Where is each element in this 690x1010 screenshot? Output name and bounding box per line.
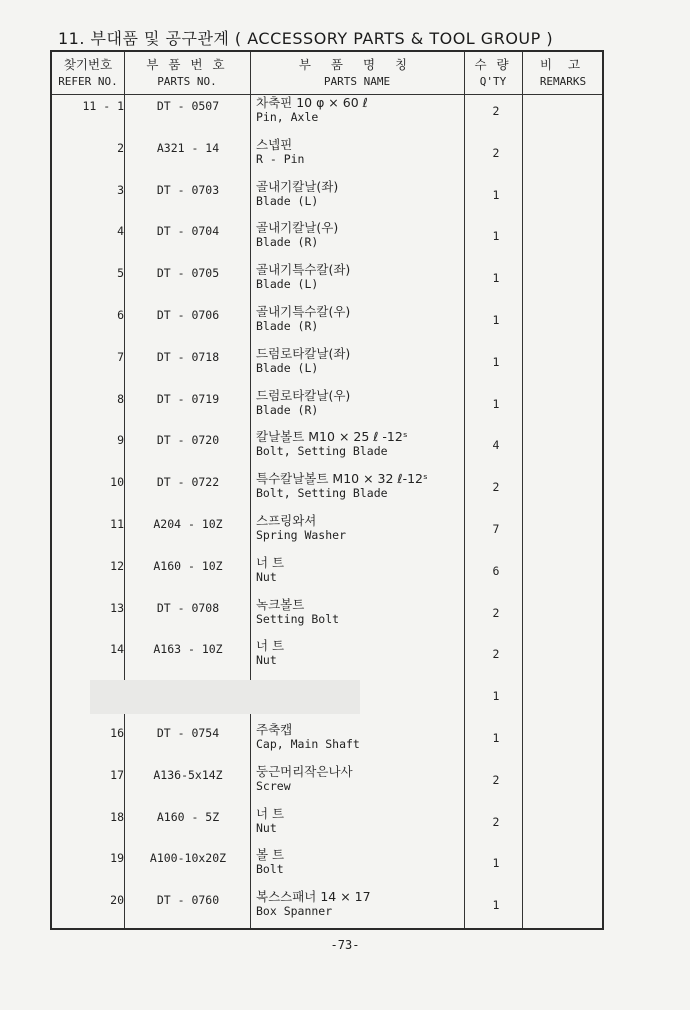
- refer-no: 8: [117, 391, 124, 406]
- table-row: [52, 472, 602, 514]
- parts-name-english: Pin, Axle: [256, 110, 319, 124]
- parts-name-korean: 드럼로타칼날(좌): [256, 345, 351, 361]
- qty: 6: [492, 563, 500, 578]
- table-row: [52, 389, 602, 431]
- parts-no: DT - 0719: [156, 391, 220, 406]
- parts-name: [256, 221, 466, 249]
- parts-no: DT - 0722: [156, 475, 220, 490]
- qty: 1: [492, 313, 500, 327]
- header-parts-no: [124, 56, 250, 90]
- parts-name: [256, 765, 466, 793]
- parts-name: [256, 723, 466, 751]
- parts-no: A160 - 5Z: [156, 809, 220, 824]
- parts-name-korean: 스프링와셔: [256, 513, 317, 528]
- table-row: [52, 681, 602, 723]
- parts-name-korean: 칼날볼트 M10 × 25 ℓ -12ˢ: [256, 429, 408, 445]
- qty: 2: [492, 814, 500, 829]
- parts-no: DT - 0705: [156, 266, 220, 281]
- table-row: [52, 430, 602, 472]
- parts-name-english: Cap, Main Shaft: [256, 737, 360, 751]
- refer-no: 17: [110, 767, 124, 782]
- refer-no: 14: [110, 642, 124, 657]
- parts-name: [256, 807, 466, 835]
- refer-no: 20: [110, 893, 124, 908]
- header-label: 부 품 명 칭: [298, 57, 416, 72]
- parts-name-english: Bolt: [256, 862, 284, 877]
- parts-name-english: Nut: [256, 653, 277, 668]
- parts-name-korean: 골내기칼날(우): [256, 220, 339, 236]
- header-qty: [464, 56, 522, 90]
- qty: 2: [492, 772, 500, 787]
- parts-name-english: Blade (L): [256, 360, 319, 375]
- refer-no: 18: [110, 809, 124, 824]
- refer-no: 16: [110, 726, 124, 740]
- parts-name-korean: 골내기칼날(좌): [256, 178, 339, 194]
- parts-name-english: Nut: [256, 569, 277, 584]
- header-refer-no: [52, 56, 124, 90]
- parts-name: [256, 96, 466, 124]
- parts-name-english: Spring Washer: [256, 528, 347, 542]
- refer-no: 13: [110, 600, 124, 615]
- refer-no: 11: [110, 517, 124, 531]
- table-row: [52, 96, 602, 138]
- header-label: REMARKS: [539, 75, 587, 88]
- parts-no: DT - 0760: [156, 893, 220, 908]
- parts-name: [256, 472, 466, 500]
- parts-name-korean: 드럼로타칼날(우): [256, 387, 351, 403]
- qty: 2: [492, 104, 500, 118]
- parts-name-english: R - Pin: [256, 151, 305, 166]
- parts-name-korean: 골내기특수칼(좌): [256, 262, 351, 278]
- refer-no: 10: [110, 475, 124, 490]
- parts-name: [256, 263, 466, 291]
- qty: 1: [492, 354, 500, 369]
- parts-name: [256, 639, 466, 667]
- table-row: [52, 848, 602, 890]
- header-label: Q'TY: [479, 75, 507, 88]
- parts-name-korean: 볼 트: [256, 847, 285, 863]
- table-row: [52, 639, 602, 681]
- table-row: [52, 221, 602, 263]
- qty: 1: [492, 689, 500, 704]
- parts-name-korean: 주축캡: [256, 722, 293, 737]
- page-title: 11. 부대품 및 공구관계 ( ACCESSORY PARTS & TOOL GROUP ): [58, 29, 554, 48]
- header-parts-name: [250, 56, 464, 90]
- qty: 2: [492, 605, 500, 620]
- table-row: [52, 180, 602, 222]
- table-row: [52, 807, 602, 849]
- parts-name: [256, 305, 466, 333]
- refer-no: 7: [117, 349, 124, 364]
- table-row: [52, 514, 602, 556]
- parts-name-english: Blade (R): [256, 402, 319, 417]
- table-row: [52, 765, 602, 807]
- parts-name-korean: 복스스패너 14 × 17: [256, 889, 371, 905]
- parts-name: [256, 138, 466, 166]
- parts-name-korean: 특수칼날볼트 M10 × 32 ℓ-12ˢ: [256, 471, 428, 487]
- header-label: PARTS NO.: [157, 75, 217, 88]
- parts-no: A321 - 14: [156, 140, 220, 155]
- qty: 1: [492, 396, 500, 411]
- parts-name: [256, 890, 466, 918]
- parts-no: DT - 0720: [156, 433, 220, 448]
- parts-no: DT - 0507: [156, 99, 220, 113]
- parts-name-korean: 너 트: [256, 554, 285, 570]
- parts-name: [256, 556, 466, 584]
- refer-no: 19: [110, 851, 124, 866]
- parts-no: A160 - 10Z: [153, 558, 223, 573]
- parts-no: DT - 0754: [156, 726, 220, 740]
- qty: 1: [492, 731, 500, 745]
- header-label: 수 량: [474, 57, 512, 72]
- parts-name: [256, 514, 466, 542]
- parts-name-english: Bolt, Setting Blade: [256, 486, 388, 501]
- table-row: [52, 305, 602, 347]
- parts-name-english: Nut: [256, 820, 277, 835]
- parts-name-english: Blade (L): [256, 277, 319, 292]
- table-row: [52, 598, 602, 640]
- parts-no: DT - 0704: [156, 224, 220, 239]
- qty: 7: [492, 522, 500, 536]
- parts-name-english: Blade (R): [256, 235, 319, 250]
- parts-name-korean: 너 트: [256, 805, 285, 821]
- qty: 1: [492, 187, 500, 202]
- refer-no: 2: [117, 140, 124, 155]
- parts-no: A204 - 10Z: [153, 517, 223, 531]
- refer-no: 3: [117, 182, 124, 197]
- parts-table: [50, 50, 604, 930]
- parts-name-english: Screw: [256, 778, 291, 793]
- table-row: [52, 890, 602, 932]
- parts-name: [256, 389, 466, 417]
- header-label: 찾기번호: [63, 57, 113, 72]
- parts-name-korean: 스넵핀: [256, 136, 293, 152]
- parts-name-korean: 둥근머리작은나사: [256, 763, 353, 779]
- parts-no: DT - 0718: [156, 349, 220, 364]
- parts-name-english: Blade (R): [256, 319, 319, 333]
- parts-name: [256, 347, 466, 375]
- qty: 2: [492, 647, 500, 662]
- parts-name-english: Blade (L): [256, 193, 319, 208]
- table-row: [52, 556, 602, 598]
- page-number: -73-: [330, 938, 360, 952]
- parts-name-korean: 차축핀 10 φ × 60 ℓ: [256, 95, 368, 110]
- parts-no: A163 - 10Z: [153, 642, 223, 657]
- qty: 1: [492, 856, 500, 871]
- qty: 4: [492, 438, 500, 453]
- parts-no: DT - 0706: [156, 308, 220, 322]
- header-remarks: [522, 56, 604, 90]
- qty: 2: [492, 145, 500, 160]
- parts-no: A136-5x14Z: [153, 767, 223, 782]
- refer-no: 9: [117, 433, 124, 448]
- parts-name-english: Bolt, Setting Blade: [256, 444, 388, 459]
- parts-name: [256, 180, 466, 208]
- parts-name: [256, 430, 466, 458]
- header-label: PARTS NAME: [323, 75, 391, 88]
- refer-no: 6: [117, 308, 124, 322]
- parts-no: DT - 0703: [156, 182, 220, 197]
- refer-no: 4: [117, 224, 124, 239]
- qty: 1: [492, 898, 500, 913]
- qty: 2: [492, 480, 500, 495]
- header-label: REFER NO.: [58, 75, 118, 88]
- parts-name-korean: 녹크볼트: [256, 596, 305, 612]
- parts-name: [256, 848, 466, 876]
- parts-no: DT - 0708: [156, 600, 220, 615]
- qty: 1: [492, 229, 500, 244]
- refer-no: 5: [117, 266, 124, 281]
- parts-name-english: Setting Bolt: [256, 611, 340, 626]
- refer-no: 12: [110, 558, 124, 573]
- refer-no: 11 - 1: [82, 99, 124, 113]
- parts-no: A100-10x20Z: [149, 851, 227, 866]
- parts-name-english: Box Spanner: [256, 904, 333, 919]
- table-row: [52, 723, 602, 765]
- header-label: 부 품 번 호: [146, 57, 228, 72]
- parts-name: [256, 598, 466, 626]
- table-row: [52, 263, 602, 305]
- table-row: [52, 138, 602, 180]
- table-row: [52, 347, 602, 389]
- header-label: 비 고: [539, 57, 587, 72]
- qty: 1: [492, 271, 500, 286]
- parts-name-korean: 골내기특수칼(우): [256, 304, 351, 319]
- parts-name-korean: 너 트: [256, 638, 285, 654]
